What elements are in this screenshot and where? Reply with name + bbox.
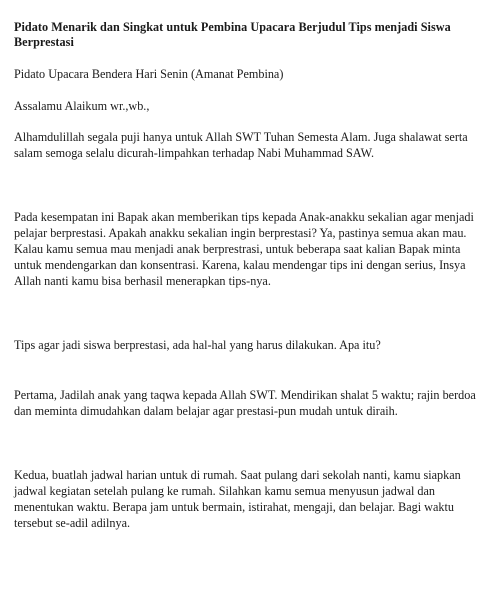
speech-subtitle: Pidato Upacara Bendera Hari Senin (Amanat Pembina)	[14, 67, 284, 81]
paragraph-introduction: Pada kesempatan ini Bapak akan memberikan tips kepada Anak-anakku sekalian agar menjadi pelajar berprestasi. Apakah anakku sekalian ingin berprestasi? Ya, pastinya semua akan mau. Kalau kamu semua mau menjadi anak berprestrasi, untuk beberapa saat kalian Bapak minta untuk mendengarkan dan konsentrasi. Karena, kalau mendengar tips ini dengan serius, Insya Allah nanti kamu bisa berhasil menerapkan tips-nya.	[14, 210, 474, 288]
paragraph-first-tip: Pertama, Jadilah anak yang taqwa kepada Allah SWT. Mendirikan shalat 5 waktu; rajin berdoa dan meminta dimudahkan dalam belajar agar prestasi-pun mudah untuk diraih.	[14, 388, 476, 418]
paragraph-tips-question: Tips agar jadi siswa berprestasi, ada hal-hal yang harus dilakukan. Apa itu?	[14, 338, 381, 352]
greeting: Assalamu Alaikum wr.,wb.,	[14, 99, 150, 113]
paragraph-second-tip: Kedua, buatlah jadwal harian untuk di rumah. Saat pulang dari sekolah nanti, kamu siapkan jadwal kegiatan setelah pulang ke rumah. Silahkan kamu semua menyusun jadwal dan menentukan waktu. Berapa jam untuk bermain, istirahat, mengaji, dan belajar. Bagi waktu tersebut se-adil adilnya.	[14, 468, 461, 530]
document-title: Pidato Menarik dan Singkat untuk Pembina Upacara Berjudul Tips menjadi Siswa Berprestasi	[14, 20, 451, 49]
paragraph-opening: Alhamdulillah segala puji hanya untuk Allah SWT Tuhan Semesta Alam. Juga shalawat serta salam semoga selalu dicurah-limpahkan terhadap Nabi Muhammad SAW.	[14, 130, 468, 160]
